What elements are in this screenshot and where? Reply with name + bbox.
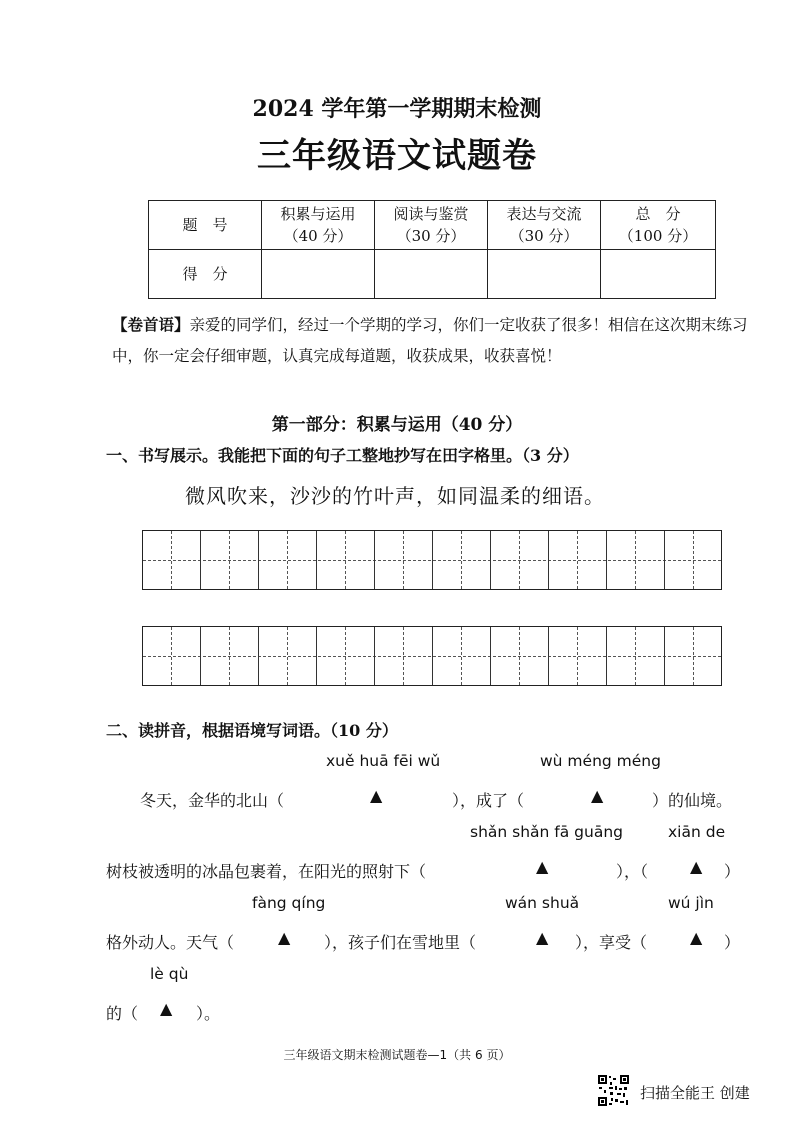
grid-cell[interactable]	[433, 627, 462, 685]
grid-cell[interactable]	[694, 531, 723, 589]
pinyin: wú jìn	[668, 894, 714, 912]
grid-cell[interactable]	[201, 627, 230, 685]
score-cell[interactable]	[601, 250, 716, 299]
grid-cell[interactable]	[665, 531, 694, 589]
blank-marker[interactable]: ▲	[690, 857, 703, 876]
grid-cell[interactable]	[375, 627, 404, 685]
grid-cell[interactable]	[694, 627, 723, 685]
grid-cell[interactable]	[201, 531, 230, 589]
blank-marker[interactable]: ▲	[536, 928, 549, 947]
grid-cell[interactable]	[172, 627, 201, 685]
grid-cell[interactable]	[230, 627, 259, 685]
blank-marker[interactable]: ▲	[690, 928, 703, 947]
grid-cell[interactable]	[607, 627, 636, 685]
grid-cell[interactable]	[549, 627, 578, 685]
grid-cell[interactable]	[346, 627, 375, 685]
grid-cell[interactable]	[491, 627, 520, 685]
grid-cell[interactable]	[636, 531, 665, 589]
grid-cell[interactable]	[404, 627, 433, 685]
scanner-watermark: 扫描全能王 创建	[640, 1084, 750, 1102]
sentence-text: ）	[724, 933, 741, 952]
grid-cell[interactable]	[259, 531, 288, 589]
grid-cell[interactable]	[665, 627, 694, 685]
question-2-title: 二、读拼音，根据语境写词语。（10 分）	[106, 721, 398, 740]
grid-cell[interactable]	[346, 531, 375, 589]
writing-grid[interactable]	[142, 626, 722, 686]
blank-marker[interactable]: ▲	[278, 928, 291, 947]
grid-cell[interactable]	[375, 531, 404, 589]
grid-cell[interactable]	[317, 531, 346, 589]
exam-year-title: 2024 学年第一学期期末检测	[252, 96, 542, 122]
sentence-text: 冬天，金华的北山（	[140, 791, 285, 810]
col-expression: 表达与交流 （30 分）	[488, 201, 601, 250]
grid-cell[interactable]	[433, 531, 462, 589]
pinyin: fàng qíng	[252, 894, 326, 912]
grid-cell[interactable]	[520, 531, 549, 589]
preface-tag: 【卷首语】	[112, 315, 190, 334]
grid-cell[interactable]	[230, 531, 259, 589]
sentence-text: ）的仙境。	[652, 791, 733, 810]
grid-cell[interactable]	[288, 531, 317, 589]
score-cell[interactable]	[488, 250, 601, 299]
grid-cell[interactable]	[549, 531, 578, 589]
grid-cell[interactable]	[462, 627, 491, 685]
question-1-title: 一、书写展示。我能把下面的句子工整地抄写在田字格里。（3 分）	[106, 446, 579, 465]
grid-cell[interactable]	[317, 627, 346, 685]
pinyin: wán shuǎ	[505, 894, 580, 912]
grid-cell[interactable]	[259, 627, 288, 685]
sentence-text: ），孩子们在雪地里（	[324, 933, 477, 952]
score-cell[interactable]	[262, 250, 375, 299]
page-footer: 三年级语文期末检测试题卷—1（共 6 页）	[283, 1048, 511, 1062]
grid-cell[interactable]	[520, 627, 549, 685]
grid-cell[interactable]	[491, 531, 520, 589]
score-table	[148, 200, 716, 299]
sentence-text: ）。	[196, 1004, 221, 1023]
grid-cell[interactable]	[462, 531, 491, 589]
pinyin: xiān de	[668, 823, 726, 841]
pinyin: wù méng méng	[540, 752, 661, 770]
part-heading: 第一部分：积累与运用（40 分）	[271, 415, 523, 435]
row-label-question-number: 题 号	[149, 201, 262, 250]
grid-cell[interactable]	[578, 627, 607, 685]
pinyin: lè qù	[150, 965, 189, 983]
col-total: 总 分 （100 分）	[601, 201, 716, 250]
col-reading: 阅读与鉴赏 （30 分）	[375, 201, 488, 250]
blank-marker[interactable]: ▲	[160, 999, 173, 1018]
grid-cell[interactable]	[636, 627, 665, 685]
sentence-text: 树枝被透明的冰晶包裹着，在阳光的照射下（	[106, 862, 427, 881]
score-cell[interactable]	[375, 250, 488, 299]
exam-main-title: 三年级语文试题卷	[257, 136, 537, 176]
row-label-score: 得 分	[149, 250, 262, 299]
preface-text: 亲爱的同学们，经过一个学期的学习，你们一定收获了很多！相信在这次期末练习中，你一定会仔细审题，认真完成每道题，收获成果，收获喜悦！	[112, 316, 748, 365]
sentence-text: ），成了（	[452, 791, 525, 810]
blank-marker[interactable]: ▲	[536, 857, 549, 876]
sentence-text: 的（	[106, 1004, 139, 1023]
grid-cell[interactable]	[172, 531, 201, 589]
sentence-text: ），享受（	[575, 933, 648, 952]
grid-cell[interactable]	[143, 627, 172, 685]
grid-cell[interactable]	[288, 627, 317, 685]
pinyin: xuě huā fēi wǔ	[326, 752, 441, 770]
blank-marker[interactable]: ▲	[370, 786, 383, 805]
sentence-text: ）	[724, 862, 741, 881]
writing-grid[interactable]	[142, 530, 722, 590]
grid-cell[interactable]	[143, 531, 172, 589]
sentence-text: 格外动人。天气（	[106, 933, 235, 952]
col-accumulation: 积累与运用 （40 分）	[262, 201, 375, 250]
copy-sentence: 微风吹来，沙沙的竹叶声，如同温柔的细语。	[185, 484, 605, 508]
grid-cell[interactable]	[578, 531, 607, 589]
grid-cell[interactable]	[607, 531, 636, 589]
pinyin: shǎn shǎn fā guāng	[470, 823, 624, 841]
grid-cell[interactable]	[404, 531, 433, 589]
qr-code-icon	[597, 1074, 630, 1107]
preface	[112, 309, 752, 372]
sentence-text: ），（	[616, 862, 649, 881]
blank-marker[interactable]: ▲	[591, 786, 604, 805]
